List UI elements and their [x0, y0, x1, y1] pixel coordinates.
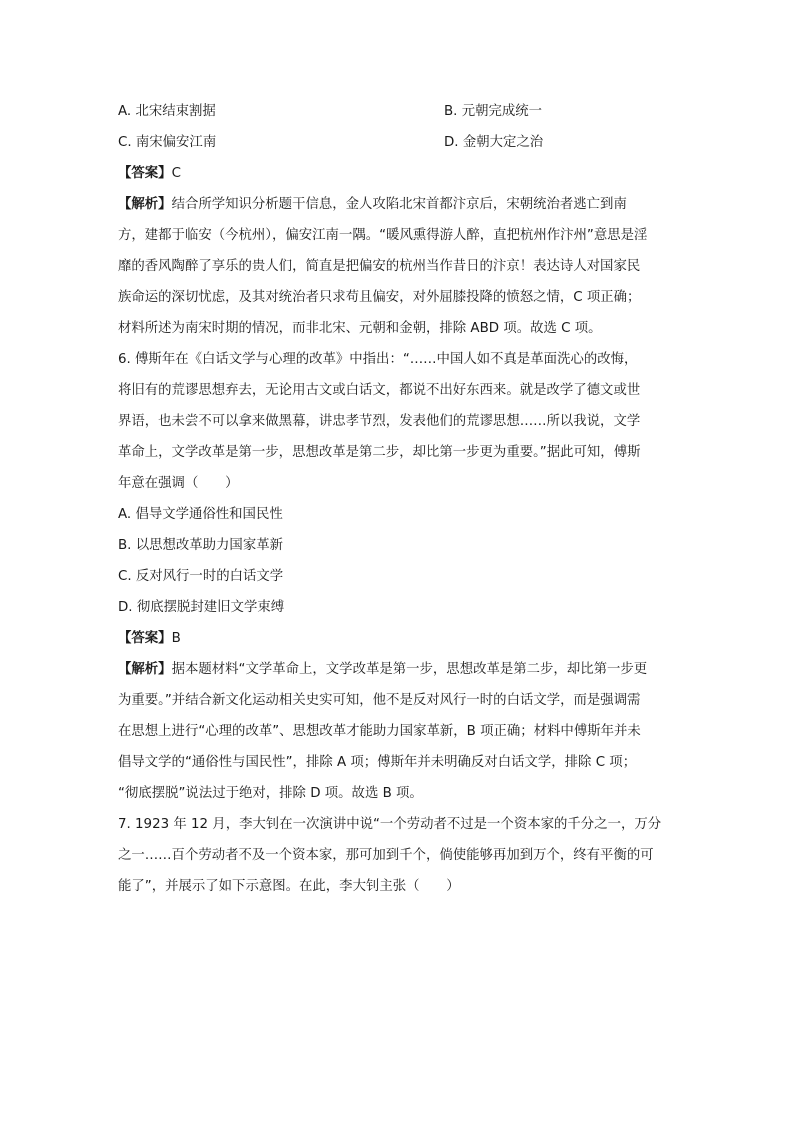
q5-analysis-line: 族命运的深切忧虑，及其对统治者只求苟且偏安，对外屈膝投降的愤怒之情，C 项正确；	[118, 290, 641, 305]
q6-analysis-line: 为重要。”并结合新文化运动相关史实可知，他不是反对风行一时的白话文学，而是强调需	[118, 693, 641, 708]
q6-option-b: B. 以思想改革助力国家革新	[118, 538, 283, 553]
analysis-label: 【解析】	[118, 662, 172, 677]
q6-stem-line: 界语，也未尝不可以拿来做黑幕，讲忠孝节烈，发表他们的荒谬思想……所以我说，文学	[118, 414, 641, 429]
q5-analysis-line: 【解析】结合所学知识分析题干信息，金人攻陷北宋首都汴京后，宋朝统治者逃亡到南	[118, 197, 627, 212]
q5-option-c: C. 南宋偏安江南	[118, 135, 217, 150]
q5-option-d: D. 金朝大定之治	[444, 135, 544, 150]
q6-option-a: A. 倡导文学通俗性和国民性	[118, 507, 283, 522]
q7-stem-line: 7. 1923 年 12 月，李大钊在一次演讲中说“一个劳动者不过是一个资本家的千分之一，万分	[118, 817, 662, 832]
answer-label: 【答案】	[118, 166, 172, 181]
q6-analysis-line: 在思想上进行“心理的改革”、思想改革才能助力国家革新，B 项正确；材料中傅斯年并未	[118, 724, 641, 739]
q5-analysis-line: 靡的香风陶醉了享乐的贵人们，简直是把偏安的杭州当作昔日的汴京！表达诗人对国家民	[118, 259, 641, 274]
q6-stem-line: 6. 傅斯年在《白话文学与心理的改革》中指出：“……中国人如不真是革面洗心的改悔，	[118, 352, 638, 367]
q5-analysis-line: 方，建都于临安（今杭州），偏安江南一隅。“暖风熏得游人醉，直把杭州作汴州”意思是淫	[118, 228, 648, 243]
q6-answer	[118, 629, 181, 649]
q5-option-a: A. 北宋结束割据	[118, 104, 216, 119]
q6-stem-line: 将旧有的荒谬思想弃去，无论用古文或白话文，都说不出好东西来。就是改学了德文或世	[118, 383, 641, 398]
q7-stem-line: 之一……百个劳动者不及一个资本家，那可加到千个，倘使能够再加到万个，终有平衡的可	[118, 848, 654, 863]
q5-answer	[118, 164, 181, 184]
answer-value: C	[171, 166, 181, 181]
q6-option-c: C. 反对风行一时的白话文学	[118, 569, 284, 584]
analysis-label: 【解析】	[118, 197, 172, 212]
answer-value: B	[171, 631, 181, 646]
q6-analysis-line: 倡导文学的“通俗性与国民性”，排除 A 项；傅斯年并未明确反对白话文学，排除 C 项；	[118, 755, 637, 770]
q5-option-b: B. 元朝完成统一	[444, 104, 543, 119]
q7-stem-line: 能了”，并展示了如下示意图。在此，李大钊主张（ ）	[118, 879, 460, 894]
answer-label: 【答案】	[118, 631, 172, 646]
q6-stem-line: 年意在强调（ ）	[118, 476, 239, 491]
q5-analysis-line: 材料所述为南宋时期的情况，而非北宋、元朝和金朝，排除 ABD 项。故选 C 项。	[118, 321, 602, 336]
q6-stem-line: 革命上，文学改革是第一步，思想改革是第二步，却比第一步更为重要。”据此可知，傅斯	[118, 445, 641, 460]
q6-option-d: D. 彻底摆脱封建旧文学束缚	[118, 600, 285, 615]
q6-analysis-line: 【解析】据本题材料“文学革命上，文学改革是第一步，思想改革是第二步，却比第一步更	[118, 662, 648, 677]
q6-analysis-line: “彻底摆脱”说法过于绝对，排除 D 项。故选 B 项。	[118, 786, 423, 801]
